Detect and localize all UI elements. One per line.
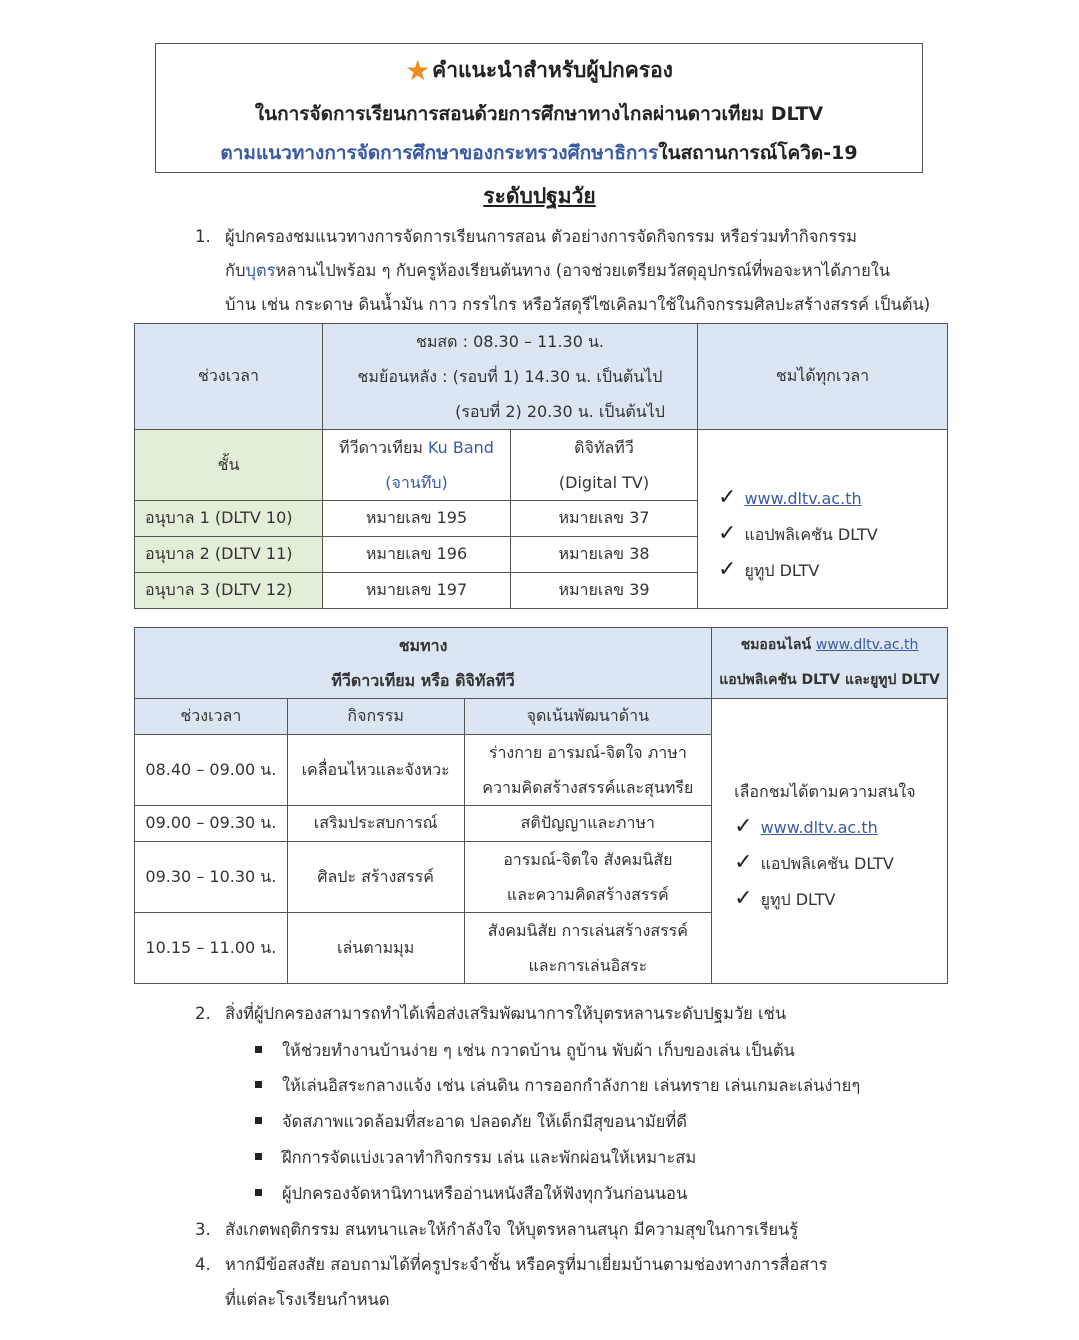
t2-focus-line1: สังคมนิสัย การเล่นสร้างสรรค์	[487, 921, 688, 940]
header-box	[155, 43, 923, 173]
t2-header2: ทีวีดาวเทียม หรือ ดิจิทัลทีวี	[331, 671, 515, 690]
broadcast-table	[134, 323, 948, 609]
t1-replay2: (รอบที่ 2) 20.30 น. เป็นต้นไป	[455, 402, 665, 421]
t1-sat-channel: หมายเลข 195	[323, 501, 511, 537]
page-subtitle: ระดับปฐมวัย	[483, 184, 596, 208]
bullet-text: ให้เล่นอิสระกลางแจ้ง เช่น เล่นดิน การออกกำลังกาย เล่นทราย เล่นเกมละเล่นง่ายๆ	[282, 1076, 861, 1095]
t1-digital-channel: หมายเลข 37	[511, 501, 698, 537]
item2-number: 2.	[195, 1004, 211, 1023]
t2-focus-line1: อารมณ์-จิตใจ สังคมนิสัย	[503, 850, 673, 869]
item3-number: 3.	[195, 1220, 211, 1239]
t2-side-title: เลือกชมได้ตามความสนใจ	[734, 781, 916, 801]
item4-number: 4.	[195, 1255, 211, 1274]
bullet-text: ฝึกการจัดแบ่งเวลาทำกิจกรรม เล่น และพักผ่อนให้เหมาะสม	[282, 1148, 697, 1167]
t2-focus	[464, 735, 712, 806]
t2-channel-app	[734, 845, 943, 881]
t2-activity: เคลื่อนไหวและจังหวะ	[287, 735, 464, 806]
header-title: คำแนะนำสำหรับผู้ปกครอง	[432, 58, 673, 82]
item3-text: สังเกตพฤติกรรม สนทนาและให้กำลังใจ ให้บุตรหลานสนุก มีความสุขในการเรียนรู้	[225, 1220, 799, 1239]
t2-focus: สติปัญญาและภาษา	[464, 806, 712, 842]
t1-digital-header-label: ดิจิทัลทีวี	[574, 438, 634, 457]
t2-online-line2: แอปพลิเคชัน DLTV และยูทูป DLTV	[719, 672, 940, 688]
header-line2: ในการจัดการเรียนการสอนด้วยการศึกษาทางไกลผ่านดาวเทียม DLTV	[254, 103, 824, 125]
schedule-table	[134, 627, 948, 984]
item4-line2: ที่แต่ละโรงเรียนกำหนด	[225, 1290, 390, 1309]
t1-digital-header-sub: (Digital TV)	[558, 473, 650, 492]
bullet-text: ผู้ปกครองจัดหานิทานหรืออ่านหนังสือให้ฟังทุกวันก่อนนอน	[282, 1184, 688, 1203]
t1-schedule-cell	[323, 324, 698, 430]
t1-channels-cell	[698, 430, 948, 609]
t2-online-label: ชมออนไลน์	[740, 637, 812, 653]
t1-level: อนุบาล 1 (DLTV 10)	[135, 501, 323, 537]
t2-channel-web[interactable]	[734, 809, 943, 845]
check-icon: ✓	[718, 485, 737, 510]
t1-anytime-header: ชมได้ทุกเวลา	[698, 324, 948, 430]
t1-sat-header-label: ทีวีดาวเทียม	[339, 438, 423, 457]
t1-sat-channel: หมายเลข 197	[323, 573, 511, 609]
t2-focus-line2: และความคิดสร้างสรรค์	[506, 885, 669, 904]
list-item	[255, 1073, 860, 1099]
bullet-icon	[255, 1153, 262, 1160]
t1-digital-header	[511, 430, 698, 501]
t2-col-focus: จุดเน้นพัฒนาด้าน	[464, 699, 712, 735]
bullet-icon	[255, 1046, 262, 1053]
item4-line1	[195, 1252, 828, 1278]
item1-line1	[195, 224, 857, 250]
t1-replay1: ชมย้อนหลัง : (รอบที่ 1) 14.30 น. เป็นต้นไป	[357, 367, 663, 386]
t1-sat-header-sub: (จานทึบ)	[385, 473, 448, 492]
t1-channel-youtube	[718, 552, 943, 588]
list-item	[255, 1181, 687, 1207]
t2-focus	[464, 913, 712, 984]
t1-level: อนุบาล 2 (DLTV 11)	[135, 537, 323, 573]
star-icon: ★	[405, 54, 431, 87]
item1-text2b: หลานไปพร้อม ๆ กับครูห้องเรียนต้นทาง (อาจช่วยเตรียมวัสดุอุปกรณ์ที่พอจะหาได้ภายใน	[275, 261, 891, 280]
t1-level: อนุบาล 3 (DLTV 12)	[135, 573, 323, 609]
t2-channel-youtube	[734, 881, 943, 917]
t2-focus-line2: ความคิดสร้างสรรค์และสุนทรีย	[482, 778, 694, 797]
t2-col-activity: กิจกรรม	[287, 699, 464, 735]
t1-digital-channel: หมายเลข 39	[511, 573, 698, 609]
t2-activity: ศิลปะ สร้างสรรค์	[287, 842, 464, 913]
t2-header1: ชมทาง	[398, 636, 448, 655]
bullet-icon	[255, 1189, 262, 1196]
item1-line2	[225, 258, 890, 284]
item1-text2-blue: บุตร	[245, 261, 276, 280]
check-icon: ✓	[734, 813, 753, 839]
t1-channel-app	[718, 516, 943, 552]
t2-focus	[464, 842, 712, 913]
header-line3	[156, 138, 922, 168]
t1-col-time-header: ช่วงเวลา	[135, 324, 323, 430]
bullet-icon	[255, 1081, 262, 1088]
t2-watch-header	[135, 628, 712, 699]
item3-line	[195, 1217, 798, 1243]
item1-line3: บ้าน เช่น กระดาษ ดินน้ำมัน กาว กรรไกร หรือวัสดุรีไซเคิลมาใช้ในกิจกรรมศิลปะสร้างสรรค์ เป็นต้น)	[225, 295, 931, 314]
t2-channel-youtube-label: ยูทูป DLTV	[760, 889, 836, 909]
t2-channels-cell	[712, 699, 948, 984]
t1-channel-youtube-label: ยูทูป DLTV	[744, 561, 820, 580]
item2-line	[195, 1001, 786, 1027]
check-icon: ✓	[734, 849, 753, 875]
bullet-text: ให้ช่วยทำงานบ้านง่าย ๆ เช่น กวาดบ้าน ถูบ้าน พับผ้า เก็บของเล่น เป็นต้น	[282, 1041, 795, 1060]
t2-channel-web-link[interactable]: www.dltv.ac.th	[760, 817, 878, 837]
t2-focus-line1: ร่างกาย อารมณ์-จิตใจ ภาษา	[488, 743, 687, 762]
t1-digital-channel: หมายเลข 38	[511, 537, 698, 573]
bullet-text: จัดสภาพแวดล้อมที่สะอาด ปลอดภัย ให้เด็กมีสุขอนามัยที่ดี	[282, 1112, 688, 1131]
t2-focus-line2: และการเล่นอิสระ	[528, 956, 648, 975]
check-icon: ✓	[718, 557, 737, 582]
t2-time: 09.00 – 09.30 น.	[135, 806, 288, 842]
t2-channel-app-label: แอปพลิเคชัน DLTV	[760, 853, 894, 873]
t1-sat-header	[323, 430, 511, 501]
t1-channel-web-link[interactable]: www.dltv.ac.th	[744, 489, 862, 508]
list-item	[255, 1038, 795, 1064]
bullet-icon	[255, 1117, 262, 1124]
t2-activity: เล่นตามมุม	[287, 913, 464, 984]
t2-activity: เสริมประสบการณ์	[287, 806, 464, 842]
item2-text: สิ่งที่ผู้ปกครองสามารถทำได้เพื่อส่งเสริมพัฒนาการให้บุตรหลานระดับปฐมวัย เช่น	[225, 1004, 787, 1023]
t2-online-header	[712, 628, 948, 699]
t1-level-header: ชั้น	[135, 430, 323, 501]
list-item	[255, 1109, 687, 1135]
item1-number: 1.	[195, 227, 211, 246]
t2-time: 08.40 – 09.00 น.	[135, 735, 288, 806]
t2-time: 09.30 – 10.30 น.	[135, 842, 288, 913]
check-icon: ✓	[734, 885, 753, 911]
item1-text2a: กับ	[225, 261, 246, 280]
t1-sat-channel: หมายเลข 196	[323, 537, 511, 573]
item1-text1: ผู้ปกครองชมแนวทางการจัดการเรียนการสอน ตัวอย่างการจัดกิจกรรม หรือร่วมทำกิจกรรม	[225, 227, 858, 246]
list-item	[255, 1145, 696, 1171]
check-icon: ✓	[718, 521, 737, 546]
t2-col-time: ช่วงเวลา	[135, 699, 288, 735]
t1-ku-band: Ku Band	[427, 438, 494, 457]
t2-online-link[interactable]: www.dltv.ac.th	[815, 637, 919, 653]
t1-channel-app-label: แอปพลิเคชัน DLTV	[744, 525, 878, 544]
t1-live-time: ชมสด : 08.30 – 11.30 น.	[415, 332, 604, 351]
header-line3-ministry: ตามแนวทางการจัดการศึกษาของกระทรวงศึกษาธิการ	[220, 142, 659, 164]
header-title-line	[156, 54, 922, 87]
t2-time: 10.15 – 11.00 น.	[135, 913, 288, 984]
header-line3-covid: ในสถานการณ์โควิด-19	[658, 142, 858, 164]
item4-text1: หากมีข้อสงสัย สอบถามได้ที่ครูประจำชั้น หรือครูที่มาเยี่ยมบ้านตามช่องทางการสื่อสาร	[225, 1255, 828, 1274]
t1-channel-web[interactable]	[718, 480, 943, 516]
